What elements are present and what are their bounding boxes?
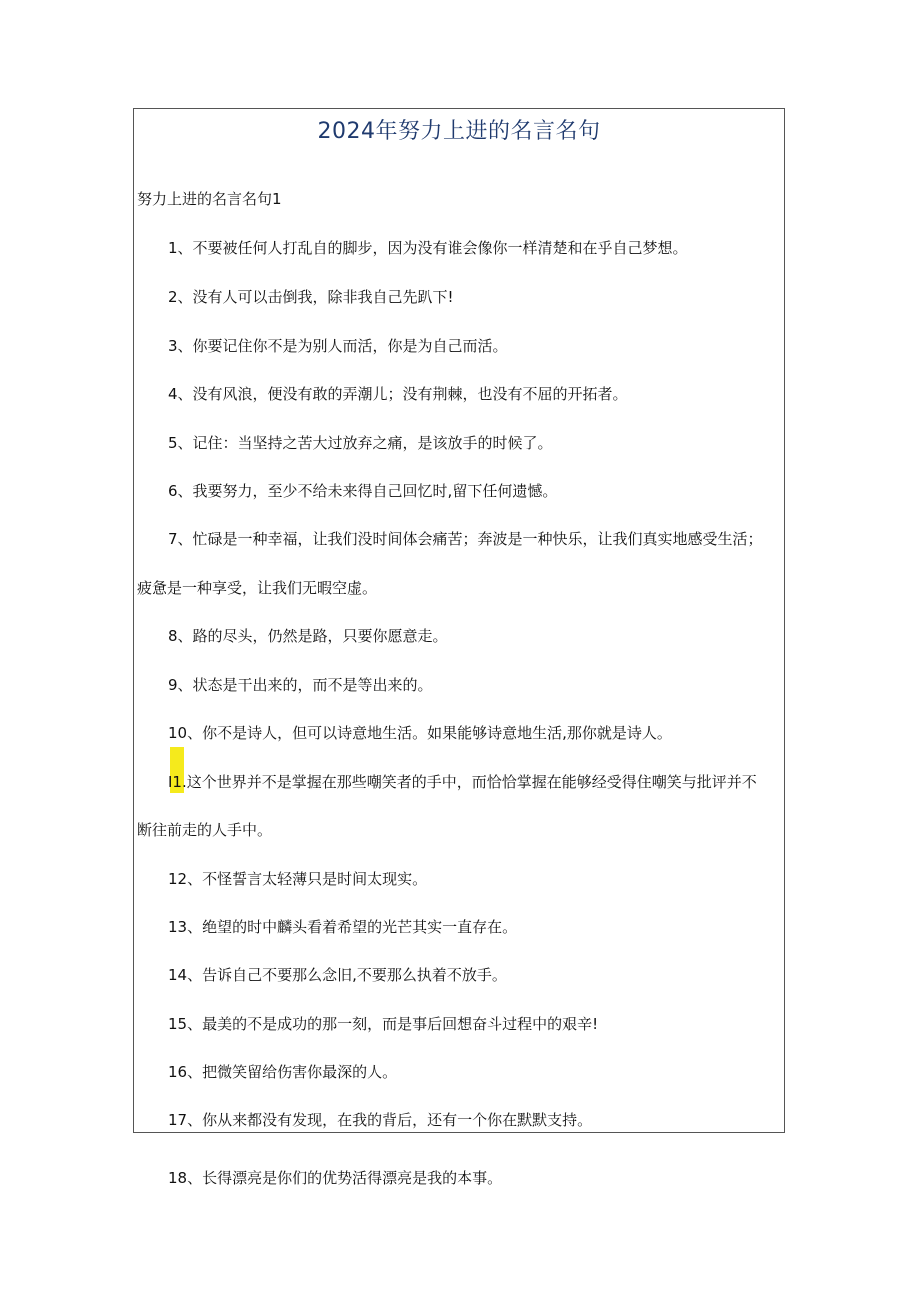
quote-line: I1.这个世界并不是掌握在那些嘲笑者的手中，而恰恰掌握在能够经受得住嘲笑与批评并不: [168, 773, 757, 791]
quote-line: 17、你从来都没有发现，在我的背后，还有一个你在默默支持。: [168, 1111, 593, 1129]
quote-line: 3、你要记住你不是为别人而活，你是为自己而活。: [168, 337, 508, 355]
quote-line: 10、你不是诗人，但可以诗意地生活。如果能够诗意地生活,那你就是诗人。: [168, 724, 672, 742]
quote-line: 6、我要努力，至少不给未来得自己回忆时,留下任何遗憾。: [168, 482, 558, 500]
quote-line: 8、路的尽头，仍然是路，只要你愿意走。: [168, 627, 448, 645]
quote-line: 14、告诉自己不要那么念旧,不要那么执着不放手。: [168, 966, 507, 984]
quote-line: 12、不怪誓言太轻薄只是时间太现实。: [168, 870, 428, 888]
quote-line: 13、绝望的时中麟头看着希望的光芒其实一直存在。: [168, 918, 518, 936]
quote-line: 9、状态是干出来的，而不是等出来的。: [168, 676, 433, 694]
quote-line: 18、长得漂亮是你们的优势活得漂亮是我的本事。: [168, 1169, 503, 1187]
quote-line: 疲惫是一种享受，让我们无暇空虚。: [137, 579, 378, 597]
quote-line: 2、没有人可以击倒我，除非我自己先趴下!: [168, 288, 454, 306]
quote-line: 5、记住：当坚持之苦大过放弃之痛，是该放手的时候了。: [168, 434, 553, 452]
quote-line: 断往前走的人手中。: [137, 821, 273, 839]
document-title: 2024年努力上进的名言名句: [317, 119, 601, 144]
quote-line: 16、把微笑留给伤害你最深的人。: [168, 1063, 398, 1081]
quote-line: 15、最美的不是成功的那一刻，而是事后回想奋斗过程中的艰辛!: [168, 1015, 599, 1033]
quote-line: 7、忙碌是一种幸福，让我们没时间体会痛苦；奔波是一种快乐，让我们真实地感受生活；: [168, 530, 763, 548]
quote-line: 1、不要被任何人打乱自的脚步，因为没有谁会像你一样清楚和在乎自己梦想。: [168, 239, 688, 257]
section-heading: 努力上进的名言名句1: [137, 190, 282, 208]
quote-line: 4、没有风浪，便没有敢的弄潮儿；没有荆棘，也没有不屈的开拓者。: [168, 385, 628, 403]
